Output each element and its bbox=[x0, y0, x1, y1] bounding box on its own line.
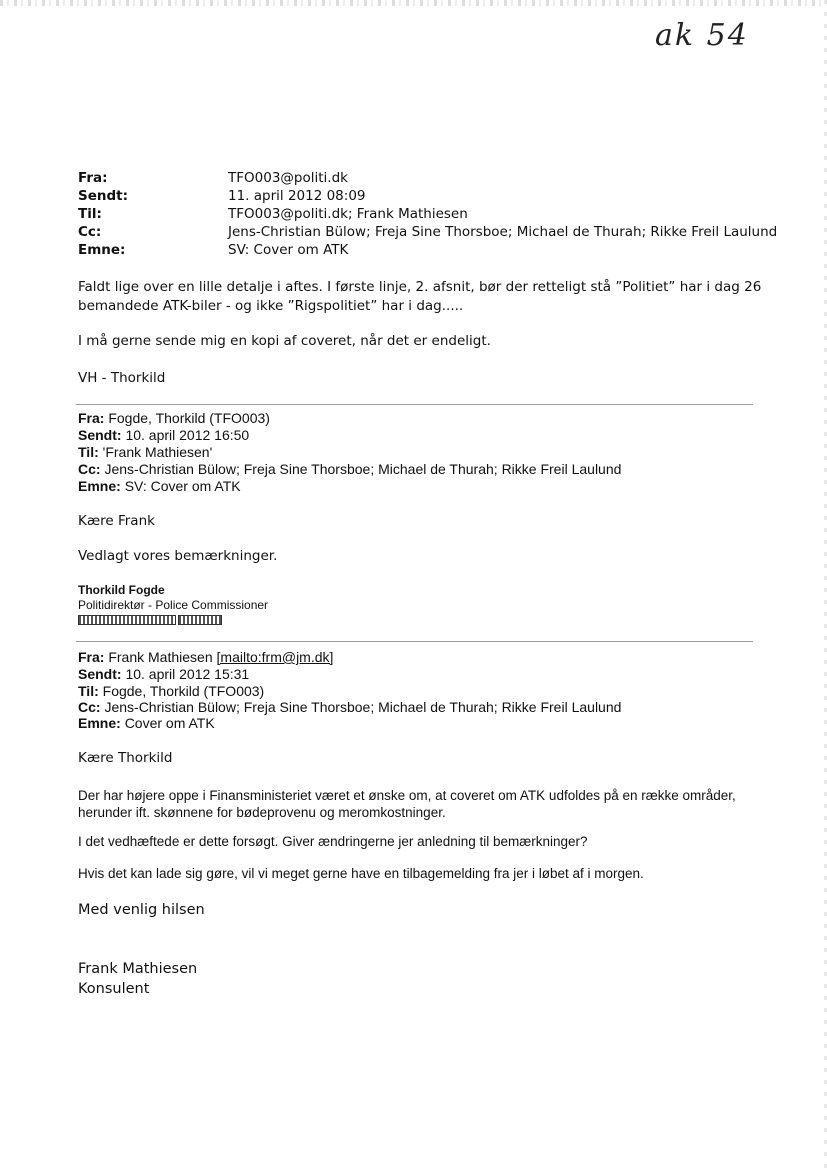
mailto-link[interactable]: [mailto:frm@jm.dk] bbox=[216, 649, 334, 665]
message3-signature-title: Konsulent bbox=[78, 981, 150, 997]
message3-body-line: Hvis det kan lade sig gøre, vil vi meget gerne have en tilbagemelding fra jer i løbet af i morgen. bbox=[78, 866, 644, 881]
redacted-contact-box bbox=[178, 615, 222, 625]
message2-header-subject bbox=[78, 478, 241, 495]
sent-label: Sendt: bbox=[78, 427, 122, 443]
message1-body-line: bemandede ATK-biler - og ikke ”Rigspolitiet” har i dag..... bbox=[78, 298, 464, 314]
subject-label: Emne: bbox=[78, 478, 121, 494]
cc-label: Cc: bbox=[78, 699, 101, 715]
to-value: Fogde, Thorkild (TFO003) bbox=[102, 683, 265, 699]
message3-body-line: I det vedhæftede er dette forsøgt. Giver ændringerne jer anledning til bemærkninger? bbox=[78, 834, 588, 849]
to-value: TFO003@politi.dk; Frank Mathiesen bbox=[228, 206, 468, 222]
message2-header-from bbox=[78, 410, 270, 427]
message1-closing: VH - Thorkild bbox=[78, 370, 166, 386]
cc-value: Jens-Christian Bülow; Freja Sine Thorsboe; Michael de Thurah; Rikke Freil Laulund bbox=[104, 461, 622, 477]
scan-edge-top bbox=[0, 0, 827, 6]
message2-header-cc bbox=[78, 461, 621, 478]
message2-header-sent bbox=[78, 427, 249, 444]
sent-label: Sendt: bbox=[78, 666, 122, 682]
subject-value: SV: Cover om ATK bbox=[228, 242, 349, 258]
separator-line bbox=[76, 641, 753, 642]
cc-label: Cc: bbox=[78, 224, 102, 240]
sent-value: 11. april 2012 08:09 bbox=[228, 188, 366, 204]
message3-header-subject bbox=[78, 715, 215, 732]
sent-value: 10. april 2012 16:50 bbox=[125, 427, 250, 443]
cc-value: Jens-Christian Bülow; Freja Sine Thorsboe; Michael de Thurah; Rikke Freil Laulund bbox=[228, 224, 778, 240]
message3-signature-name: Frank Mathiesen bbox=[78, 961, 198, 977]
to-label: Til: bbox=[78, 683, 99, 699]
to-value: 'Frank Mathiesen' bbox=[102, 444, 213, 460]
subject-label: Emne: bbox=[78, 715, 121, 731]
message2-signature-title: Politidirektør - Police Commissioner bbox=[78, 598, 269, 612]
from-value: Fogde, Thorkild (TFO003) bbox=[108, 410, 270, 426]
cc-label: Cc: bbox=[78, 461, 101, 477]
separator-line bbox=[76, 404, 753, 405]
message3-body-line: herunder ift. skønnene for bødeprovenu og meromkostninger. bbox=[78, 805, 446, 820]
from-label: Fra: bbox=[78, 410, 105, 426]
message3-header-from bbox=[78, 649, 333, 666]
from-value: Frank Mathiesen bbox=[108, 649, 213, 665]
message2-signature-name: Thorkild Fogde bbox=[78, 583, 165, 597]
subject-value: SV: Cover om ATK bbox=[124, 478, 241, 494]
redacted-contact-box bbox=[78, 615, 176, 625]
handwritten-annotation: ak 54 bbox=[655, 18, 749, 53]
message3-closing: Med venlig hilsen bbox=[78, 902, 205, 918]
sent-value: 10. april 2012 15:31 bbox=[125, 666, 250, 682]
sent-label: Sendt: bbox=[78, 188, 129, 204]
message3-header-sent bbox=[78, 666, 249, 683]
from-label: Fra: bbox=[78, 649, 105, 665]
message2-body: Vedlagt vores bemærkninger. bbox=[78, 548, 278, 564]
cc-value: Jens-Christian Bülow; Freja Sine Thorsboe; Michael de Thurah; Rikke Freil Laulund bbox=[104, 699, 622, 715]
message2-greeting: Kære Frank bbox=[78, 513, 155, 529]
message3-greeting: Kære Thorkild bbox=[78, 750, 173, 766]
subject-label: Emne: bbox=[78, 242, 126, 258]
from-value: TFO003@politi.dk bbox=[228, 170, 348, 186]
from-label: Fra: bbox=[78, 170, 108, 186]
message1-body-line: Faldt lige over en lille detalje i aftes. I første linje, 2. afsnit, bør der retteligt stå ”Politiet” har i dag 26 bbox=[78, 279, 762, 295]
message3-body-line: Der har højere oppe i Finansministeriet været et ønske om, at coveret om ATK udfoldes på en række områder, bbox=[78, 788, 736, 803]
message1-body-line: I må gerne sende mig en kopi af coveret, når det er endeligt. bbox=[78, 333, 491, 349]
to-label: Til: bbox=[78, 444, 99, 460]
message2-header-to bbox=[78, 444, 212, 461]
to-label: Til: bbox=[78, 206, 102, 222]
subject-value: Cover om ATK bbox=[124, 715, 215, 731]
message3-header-cc bbox=[78, 699, 621, 716]
message3-header-to bbox=[78, 683, 264, 700]
